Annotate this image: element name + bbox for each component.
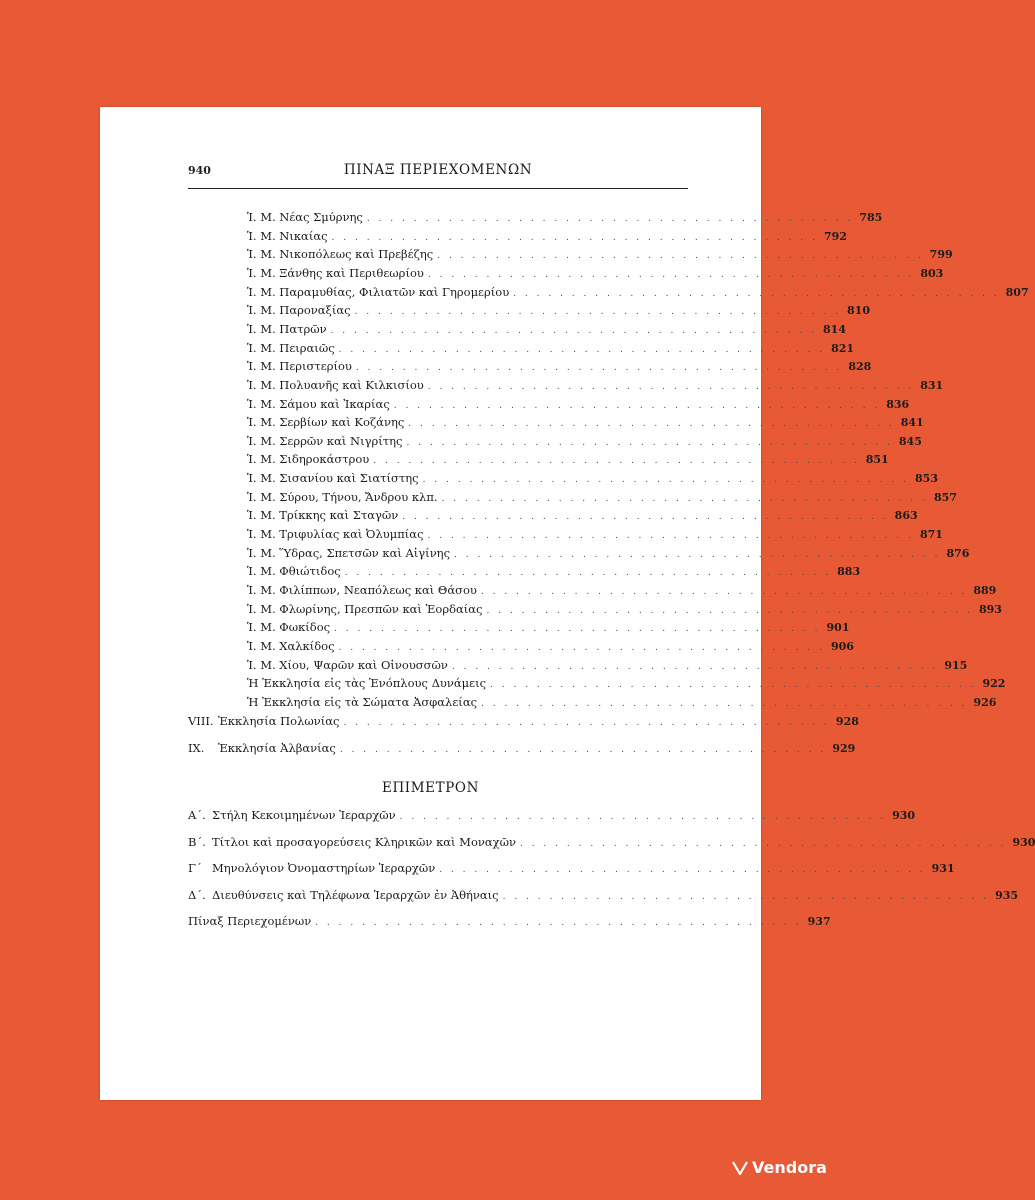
book-page: [100, 107, 1035, 1100]
entry-page-number: 807: [1005, 285, 1029, 299]
entry-title: Ἱ. Μ. Νικαίας: [247, 228, 328, 243]
toc-entry: [247, 377, 944, 392]
entry-page-number: 893: [978, 602, 1002, 616]
entry-title: Ἡ Ἐκκλησία εἰς τὰ Σώματα Ἀσφαλείας: [247, 694, 478, 709]
entry-page-number: 814: [823, 322, 846, 336]
toc-entry: [247, 676, 1006, 691]
entry-page-number: 828: [848, 360, 872, 374]
entry-page-number: 901: [826, 621, 850, 635]
entry-page-number: 810: [847, 304, 870, 318]
toc-entry: [247, 452, 889, 467]
dot-leader: . . . . . . . . . . . . . . . . . . . . . . . . . . . . . . . . . . . . . . . . . .: [339, 745, 827, 755]
dot-leader: . . . . . . . . . . . . . . . . . . . . . . . . . . . . . . . . . . . . . . . . . .: [427, 269, 915, 280]
toc-entry: [247, 527, 943, 542]
dot-leader: . . . . . . . . . . . . . . . . . . . . . . . . . . . . . . . . . . . . . . . . . .: [490, 680, 977, 691]
toc-chapter: [188, 714, 859, 728]
entry-title: Τίτλοι καὶ προσαγορεύσεις Κληρικῶν καὶ Μοναχῶν: [212, 834, 516, 849]
toc-entry: [247, 433, 922, 448]
appendix-entry: [188, 914, 831, 928]
entry-title: Ἱ. Μ. Σάμου καὶ Ἰκαρίας: [247, 396, 390, 411]
dot-leader: . . . . . . . . . . . . . . . . . . . . . . . . . . . . . . . . . . . . . . . . . .: [366, 214, 854, 224]
dot-leader: . . . . . . . . . . . . . . . . . . . . . . . . . . . . . . . . . . . . . . . . . .: [399, 812, 887, 822]
entry-title: Ἱ. Μ. Σιδηροκάστρου: [247, 452, 370, 467]
dot-leader: . . . . . . . . . . . . . . . . . . . . . . . . . . . . . . . . . . . . . . . . . .: [441, 493, 929, 504]
entry-title: Ἱ. Μ. Παροναξίας: [247, 303, 351, 318]
entry-page-number: 857: [934, 490, 957, 504]
toc-entry: [247, 210, 883, 224]
toc-entry: [247, 396, 910, 411]
dot-leader: . . . . . . . . . . . . . . . . . . . . . . . . . . . . . . . . . . . . . . . . . .: [481, 698, 968, 709]
entry-title: Ἱ. Μ. Φλωρίνης, Πρεσπῶν καὶ Ἐορδαίας: [247, 601, 483, 616]
entry-page-number: 922: [982, 677, 1006, 691]
toc-entry: [247, 564, 861, 579]
dot-leader: . . . . . . . . . . . . . . . . . . . . . . . . . . . . . . . . . . . . . . . . . .: [502, 891, 990, 902]
entry-number: Γ΄: [188, 861, 202, 875]
vendora-logo-icon: [732, 1161, 748, 1175]
toc-entry: [247, 471, 938, 486]
entry-title: Στήλη Κεκοιμημένων Ἱεραρχῶν: [212, 808, 396, 822]
dot-leader: . . . . . . . . . . . . . . . . . . . . . . . . . . . . . . . . . . . . . . . . . .: [480, 587, 968, 597]
dot-leader: . . . . . . . . . . . . . . . . . . . . . . . . . . . . . . . . . . . . . . . . . .: [343, 718, 830, 728]
dot-leader: . . . . . . . . . . . . . . . . . . . . . . . . . . . . . . . . . . . . . . . . . .: [402, 512, 889, 523]
entry-page-number: 799: [929, 248, 953, 262]
page-number: 940: [188, 164, 211, 177]
entry-title: Ἱ. Μ. Ὕδρας, Σπετσῶν καὶ Αἰγίνης: [247, 545, 451, 560]
dot-leader: . . . . . . . . . . . . . . . . . . . . . . . . . . . . . . . . . . . . . . . . . .: [355, 363, 843, 374]
toc-entry: [247, 340, 855, 355]
entry-title: Ἱ. Μ. Σερρῶν καὶ Νιγρίτης: [247, 433, 403, 448]
entry-page-number: 871: [919, 528, 943, 542]
dot-leader: . . . . . . . . . . . . . . . . . . . . . . . . . . . . . . . . . . . . . . . . . .: [334, 624, 821, 635]
toc-entry: [247, 545, 970, 560]
dot-leader: . . . . . . . . . . . . . . . . . . . . . . . . . . . . . . . . . . . . . . . . . .: [354, 307, 842, 318]
toc-entry: [247, 657, 968, 672]
toc-entry: [247, 303, 870, 318]
dot-leader: . . . . . . . . . . . . . . . . . . . . . . . . . . . . . . . . . . . . . . . . . .: [344, 568, 832, 579]
dot-leader: . . . . . . . . . . . . . . . . . . . . . . . . . . . . . . . . . . . . . . . . . .: [422, 475, 910, 486]
entry-page-number: 937: [807, 915, 831, 928]
entry-title: Πίναξ Περιεχομένων: [188, 914, 312, 928]
entry-number: Β΄.: [188, 834, 206, 849]
appendix-entry: [188, 887, 1019, 902]
entry-title: Ἱ. Μ. Σύρου, Τήνου, Ἄνδρου κλπ.: [247, 489, 438, 504]
entry-title: Ἱ. Μ. Χαλκίδος: [247, 638, 335, 653]
page-header: [188, 162, 688, 189]
appendix-entry: [188, 808, 916, 822]
toc-entry: [247, 359, 872, 374]
watermark-text: Vendora: [752, 1158, 827, 1177]
dot-leader: . . . . . . . . . . . . . . . . . . . . . . . . . . . . . . . . . . . . . . . . . .: [315, 918, 802, 928]
entry-page-number: 930: [1012, 835, 1035, 849]
dot-leader: . . . . . . . . . . . . . . . . . . . . . . . . . . . . . . . . . . . . . . . . . .: [451, 661, 939, 672]
entry-page-number: 792: [823, 229, 847, 243]
toc-entry: [247, 694, 997, 709]
entry-number: VIII.: [188, 714, 214, 728]
dot-leader: . . . . . . . . . . . . . . . . . . . . . . . . . . . . . . . . . . . . . . . . . .: [439, 865, 926, 875]
toc-entry: [247, 638, 854, 653]
dot-leader: . . . . . . . . . . . . . . . . . . . . . . . . . . . . . . . . . . . . . . . . . .: [338, 642, 825, 653]
entry-page-number: 915: [944, 658, 968, 672]
dot-leader: . . . . . . . . . . . . . . . . . . . . . . . . . . . . . . . . . . . . . . . . . .: [406, 437, 893, 448]
toc-entry: [247, 415, 924, 430]
appendix-title: ΕΠΙΜΕΤΡΟΝ: [381, 780, 479, 796]
dot-leader: . . . . . . . . . . . . . . . . . . . . . . . . . . . . . . . . . . . . . . . . . .: [519, 838, 1007, 849]
entry-page-number: 935: [995, 888, 1019, 902]
entry-page-number: 851: [865, 453, 889, 467]
entry-title: Ἐκκλησία Πολωνίας: [218, 714, 340, 728]
entry-title: Ἱ. Μ. Νέας Σμύρνης: [247, 210, 363, 224]
dot-leader: . . . . . . . . . . . . . . . . . . . . . . . . . . . . . . . . . . . . . . . . . .: [513, 288, 1000, 299]
toc-entry: [247, 228, 847, 243]
entry-title: Ἱ. Μ. Πειραιῶς: [247, 340, 335, 355]
entry-title: Ἱ. Μ. Πολυανῆς καὶ Κιλκισίου: [247, 377, 424, 392]
entry-page-number: 853: [915, 472, 938, 486]
toc-entry: [247, 489, 957, 504]
entry-page-number: 889: [973, 584, 997, 597]
entry-title: Ἡ Ἐκκλησία εἰς τὰς Ἐνόπλους Δυνάμεις: [247, 676, 487, 691]
entry-title: Ἱ. Μ. Χίου, Ψαρῶν καὶ Οἰνουσσῶν: [247, 657, 448, 672]
entry-page-number: 930: [892, 809, 916, 822]
entry-title: Ἱ. Μ. Σερβίων καὶ Κοζάνης: [247, 415, 405, 430]
entry-page-number: 931: [931, 862, 955, 875]
entry-page-number: 928: [835, 715, 859, 728]
dot-leader: . . . . . . . . . . . . . . . . . . . . . . . . . . . . . . . . . . . . . . . . . .: [408, 419, 895, 430]
entry-number: IX.: [188, 741, 205, 755]
toc-entry: [247, 601, 1002, 616]
entry-title: Μηνολόγιον Ὀνομαστηρίων Ἱεραρχῶν: [212, 861, 436, 875]
dot-leader: . . . . . . . . . . . . . . . . . . . . . . . . . . . . . . . . . . . . . . . . . .: [373, 456, 860, 467]
dot-leader: . . . . . . . . . . . . . . . . . . . . . . . . . . . . . . . . . . . . . . . . . .: [486, 605, 973, 616]
entry-page-number: 803: [920, 266, 944, 280]
toc-entry: [247, 620, 850, 635]
toc-entry: [247, 583, 997, 597]
entry-title: Ἱ. Μ. Τρίκκης καὶ Σταγῶν: [247, 508, 399, 523]
entry-number: Δ΄.: [188, 887, 206, 902]
entry-page-number: 929: [832, 742, 856, 755]
entry-title: Ἱ. Μ. Τριφυλίας καὶ Ὀλυμπίας: [247, 527, 424, 542]
entry-page-number: 821: [831, 341, 855, 355]
entry-title: Διευθύνσεις καὶ Τηλέφωνα Ἱεραρχῶν ἐν Ἀθήναις: [212, 887, 499, 902]
dot-leader: . . . . . . . . . . . . . . . . . . . . . . . . . . . . . . . . . . . . . . . . . .: [427, 531, 914, 542]
entry-page-number: 883: [837, 565, 861, 579]
dot-leader: . . . . . . . . . . . . . . . . . . . . . . . . . . . . . . . . . . . . . . . . . .: [331, 232, 818, 243]
vendora-watermark: [732, 1158, 827, 1177]
toc-entry: [247, 265, 944, 280]
dot-leader: . . . . . . . . . . . . . . . . . . . . . . . . . . . . . . . . . . . . . . . . . .: [437, 251, 924, 262]
entry-page-number: 785: [859, 211, 883, 224]
entry-page-number: 906: [830, 639, 854, 653]
appendix-entry: [188, 861, 955, 875]
toc-entry: [247, 321, 846, 336]
entry-page-number: 836: [886, 397, 910, 411]
dot-leader: . . . . . . . . . . . . . . . . . . . . . . . . . . . . . . . . . . . . . . . . . .: [330, 325, 818, 336]
entry-title: Ἱ. Μ. Φιλίππων, Νεαπόλεως καὶ Θάσου: [247, 583, 477, 597]
entry-title: Ἱ. Μ. Νικοπόλεως καὶ Πρεβέζης: [247, 247, 434, 262]
entry-page-number: 876: [946, 546, 970, 560]
entry-page-number: 841: [900, 416, 924, 430]
dot-leader: . . . . . . . . . . . . . . . . . . . . . . . . . . . . . . . . . . . . . . . . . .: [393, 400, 881, 411]
entry-title: Ἱ. Μ. Σισανίου καὶ Σιατίστης: [247, 471, 419, 486]
entry-page-number: 926: [973, 695, 997, 709]
toc-entry: [247, 508, 918, 523]
entry-title: Ἱ. Μ. Ξάνθης καὶ Περιθεωρίου: [247, 265, 424, 280]
entry-page-number: 845: [898, 434, 922, 448]
entry-title: Ἱ. Μ. Πατρῶν: [247, 321, 327, 336]
dot-leader: . . . . . . . . . . . . . . . . . . . . . . . . . . . . . . . . . . . . . . . . . .: [454, 549, 941, 560]
dot-leader: . . . . . . . . . . . . . . . . . . . . . . . . . . . . . . . . . . . . . . . . . .: [338, 344, 826, 355]
entry-number: Α΄.: [188, 808, 206, 822]
entry-title: Ἱ. Μ. Φωκίδος: [247, 620, 331, 635]
toc-entry: [247, 247, 953, 262]
appendix-entry: [188, 834, 1035, 849]
entry-title: Ἱ. Μ. Περιστερίου: [247, 359, 352, 374]
entry-page-number: 831: [920, 378, 944, 392]
running-title: ΠΙΝΑΞ ΠΕΡΙΕΧΟΜΕΝΩΝ: [343, 162, 533, 178]
entry-title: Ἐκκλησία Ἀλβανίας: [218, 741, 336, 755]
entry-title: Ἱ. Μ. Παραμυθίας, Φιλιατῶν καὶ Γηρομερίου: [247, 284, 510, 299]
entry-page-number: 863: [894, 509, 918, 523]
toc-entry: [247, 284, 1029, 299]
entry-title: Ἱ. Μ. Φθιώτιδος: [247, 564, 341, 579]
dot-leader: . . . . . . . . . . . . . . . . . . . . . . . . . . . . . . . . . . . . . . . . . .: [427, 381, 915, 392]
toc-chapter: [188, 741, 856, 755]
